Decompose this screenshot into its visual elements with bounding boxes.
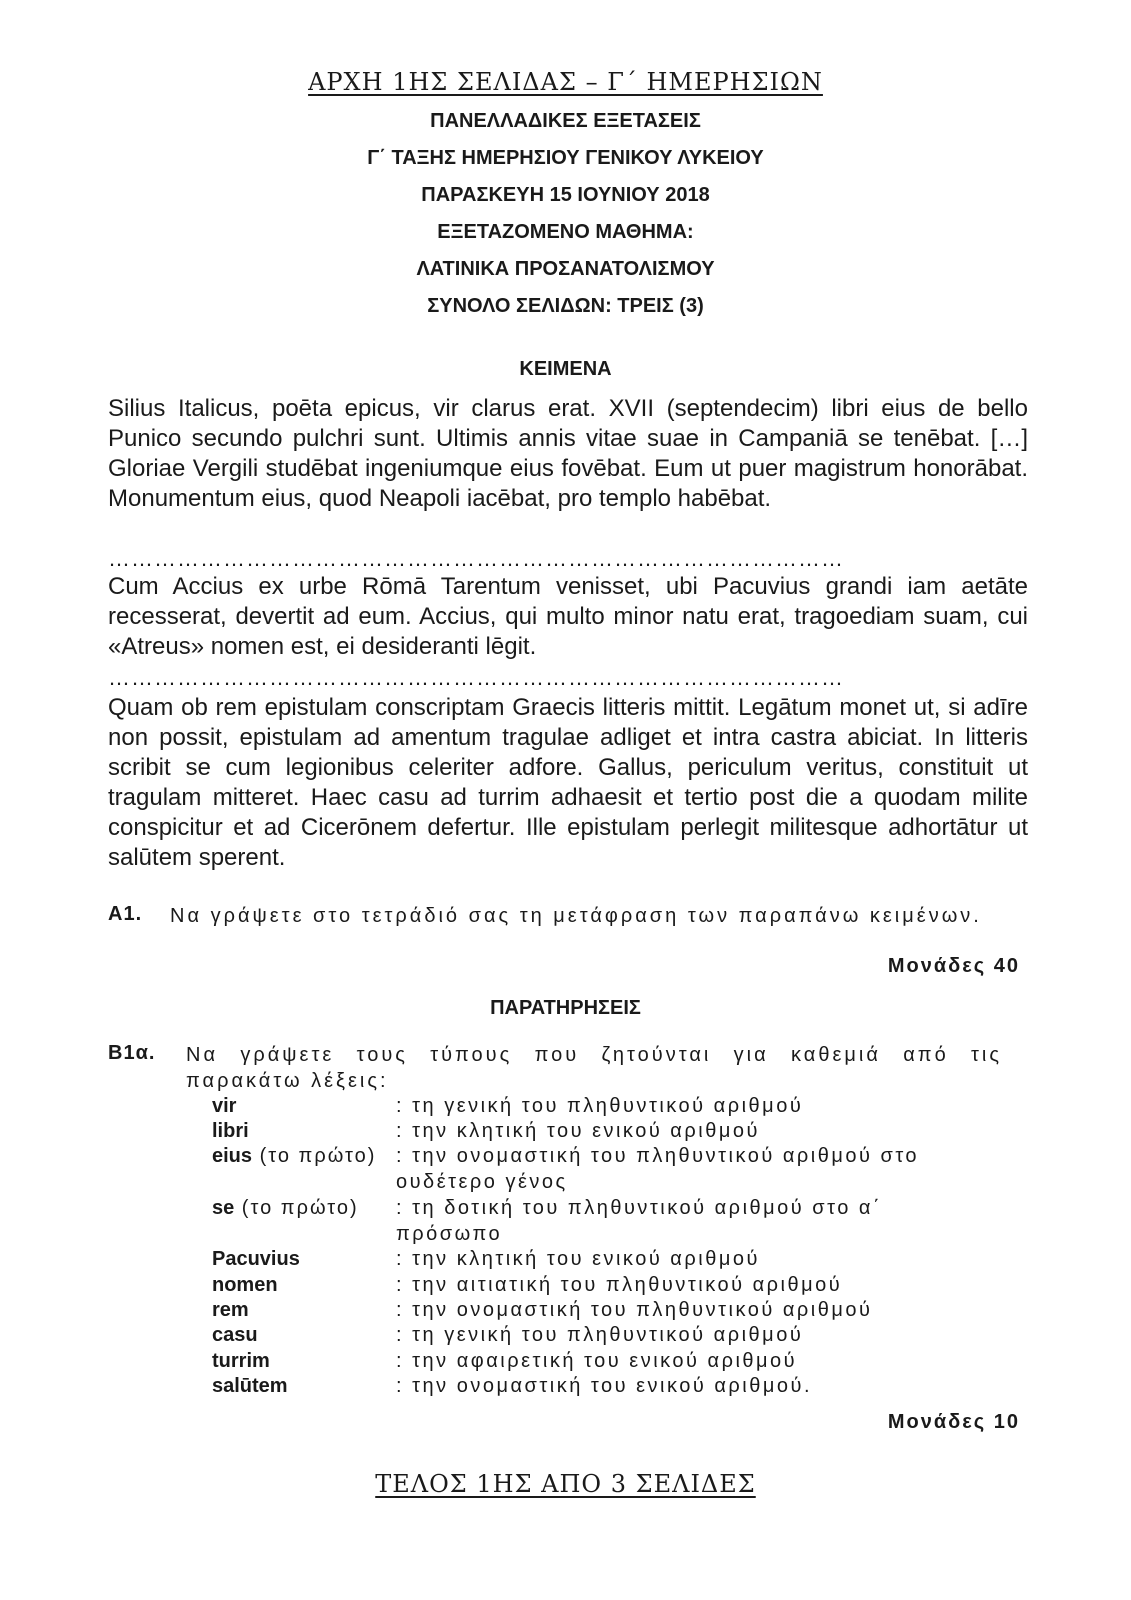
page-header-top: ΑΡΧΗ 1ΗΣ ΣΕΛΙΔΑΣ – Γ΄ ΗΜΕΡΗΣΙΩΝ [308, 68, 823, 96]
page-footer: ΤΕΛΟΣ 1ΗΣ ΑΠΟ 3 ΣΕΛΙΔΕΣ [375, 1470, 756, 1498]
texts-heading: ΚΕΙΜΕΝΑ [519, 358, 612, 380]
question-a1-marks: Μονάδες 40 [887, 955, 1020, 977]
latin-passage-2: Cum Accius ex urbe Rōmā Tarentum venisset, ubi Pacuvius grandi iam aetāte recesserat, devertit ad eum. Accius, qui multo minor natu erat, tragoediam suam, cui «Atreus» nomen est, ei desideranti lēgit. [108, 573, 1028, 660]
word-requirement: : την ονομαστική του ενικού αριθμού. [396, 1375, 813, 1397]
latin-word: eius (το πρώτο) [212, 1145, 377, 1167]
latin-word: turrim [212, 1350, 270, 1372]
latin-word: salūtem [212, 1375, 288, 1397]
latin-word: libri [212, 1120, 249, 1142]
word-requirement: : την ονομαστική του πληθυντικού αριθμού [396, 1299, 873, 1321]
latin-word: rem [212, 1299, 249, 1321]
word-requirement: : την αφαιρετική του ενικού αριθμού [396, 1350, 798, 1372]
word-requirement: : τη δοτική του πληθυντικού αριθμού στο α΄ πρόσωπο [396, 1197, 883, 1245]
latin-passage-3: Quam ob rem epistulam conscriptam Graecis litteris mittit. Legātum monet ut, si adīre non possit, epistulam ad amentum tragulae adliget et intra castra abiciat. In litteris scribit se cum legionibus celeriter adfore. Gallus, periculum veritus, constituit ut tragulam mitteret. Haec casu ad turrim adhaesit et tertio post die a quodam milite conspicitur et ad Cicerōnem defertur. Ille epistulam perlegit militesque adhortātur ut salūtem sperent. [108, 694, 1028, 871]
header-line-subject: ΛΑΤΙΝΙΚΑ ΠΡΟΣΑΝΑΤΟΛΙΣΜΟΥ [416, 258, 715, 280]
latin-word: Pacuvius [212, 1248, 300, 1270]
header-line-exams: ΠΑΝΕΛΛΑΔΙΚΕΣ ΕΞΕΤΑΣΕΙΣ [430, 110, 701, 132]
header-line-class: Γ΄ ΤΑΞΗΣ ΗΜΕΡΗΣΙΟΥ ΓΕΝΙΚΟΥ ΛΥΚΕΙΟΥ [367, 147, 764, 169]
latin-word: se (το πρώτο) [212, 1197, 359, 1219]
question-a1-text: Να γράψετε στο τετράδιό σας τη μετάφραση των παραπάνω κειμένων. [170, 905, 982, 927]
observations-heading: ΠΑΡΑΤΗΡΗΣΕΙΣ [490, 997, 641, 1019]
word-requirement: : την κλητική του ενικού αριθμού [396, 1120, 760, 1142]
word-requirement: : τη γενική του πληθυντικού αριθμού [396, 1324, 804, 1346]
latin-word: vir [212, 1095, 237, 1117]
header-line-subject-label: ΕΞΕΤΑΖΟΜΕΝΟ ΜΑΘΗΜΑ: [437, 221, 694, 243]
question-b1a-marks: Μονάδες 10 [887, 1411, 1020, 1433]
latin-word: nomen [212, 1274, 278, 1296]
question-b1a-label: Β1α. [108, 1042, 156, 1064]
latin-passage-1: Silius Italicus, poēta epicus, vir clarus erat. XVII (septendecim) libri eius de bello Punico secundo pulchri sunt. Ultimis annis vitae suae in Campaniā se tenēbat. […] Gloriae Vergili studēbat ingeniumque eius fovēbat. Eum ut puer magistrum honorābat. Monumentum eius, quod Neapoli iacēbat, pro templo habēbat. [108, 395, 1028, 512]
word-requirement: : τη γενική του πληθυντικού αριθμού [396, 1095, 804, 1117]
passage-separator-1: …………………………………………………………………………………… [108, 546, 844, 571]
passage-separator-2: …………………………………………………………………………………… [108, 665, 844, 690]
question-b1a-text: Να γράψετε τους τύπους που ζητούνται για καθεμιά από τις παρακάτω λέξεις: [186, 1044, 1002, 1092]
word-requirement: : την ονομαστική του πληθυντικού αριθμού στο ουδέτερο γένος [396, 1145, 920, 1193]
word-requirement: : την κλητική του ενικού αριθμού [396, 1248, 760, 1270]
header-line-date: ΠΑΡΑΣΚΕΥΗ 15 ΙΟΥΝΙΟΥ 2018 [421, 184, 710, 206]
latin-word: casu [212, 1324, 258, 1346]
question-a1-label: Α1. [108, 903, 143, 925]
word-requirement: : την αιτιατική του πληθυντικού αριθμού [396, 1274, 843, 1296]
header-line-page-count: ΣΥΝΟΛΟ ΣΕΛΙΔΩΝ: ΤΡΕΙΣ (3) [427, 295, 704, 317]
